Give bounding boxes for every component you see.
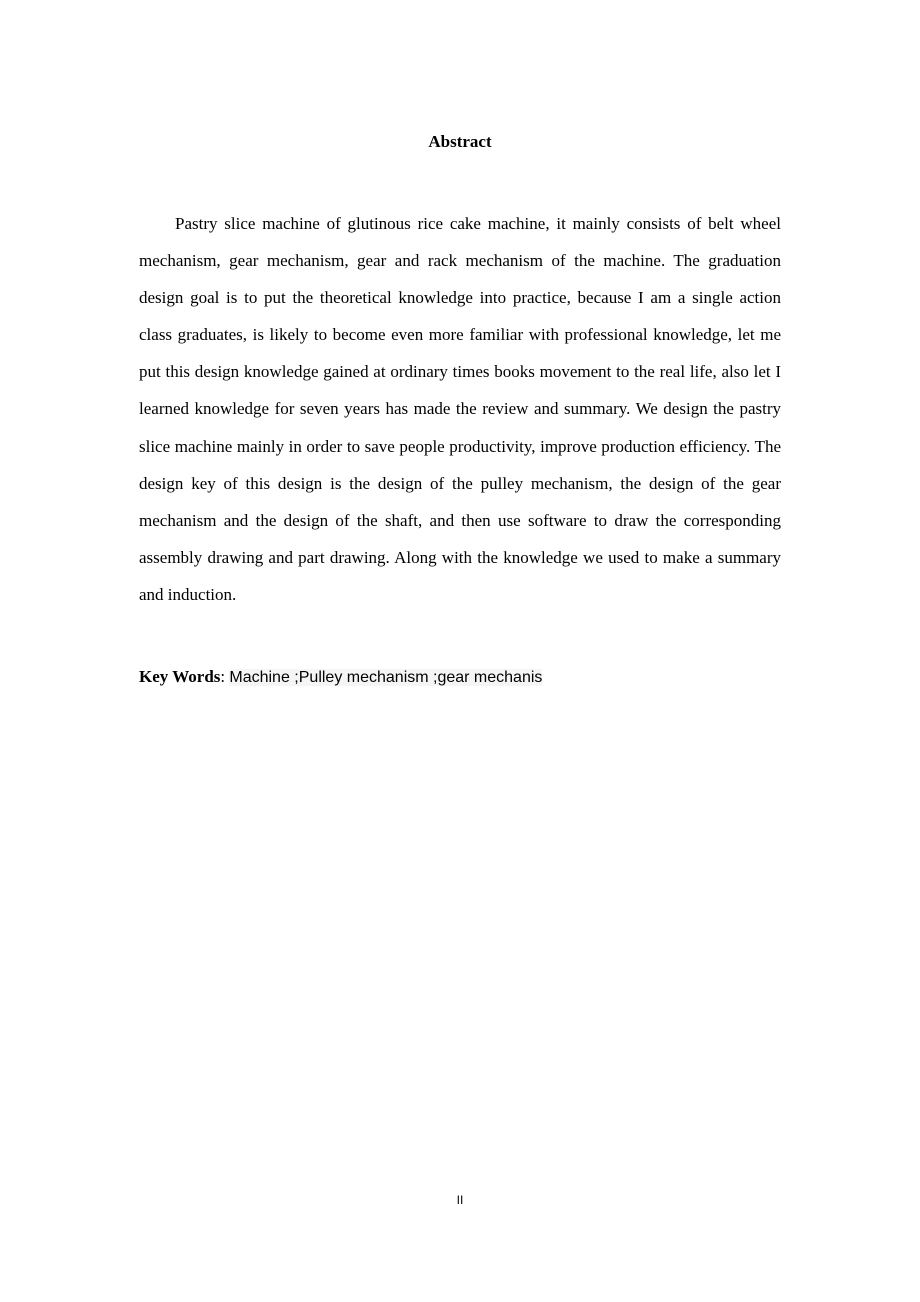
abstract-paragraph: Pastry slice machine of glutinous rice cake machine, it mainly consists of belt wheel mechanism, gear mechanism, gear and rack mechanism of the machine. The graduation design goal is to put the theoretical knowledge into practice, because I am a single action class graduates, is likely to become even more familiar with professional knowledge, let me put this design knowledge gained at ordinary times books movement to the real life, also let I learned knowledge for seven years has made the review and summary. We design the pastry slice machine mainly in order to save people productivity, improve production efficiency. The design key of this design is the design of the pulley mechanism, the design of the gear mechanism and the design of the shaft, and then use software to draw the corresponding assembly drawing and part drawing. Along with the knowledge we used to make a summary and induction. [139,214,781,604]
keywords-label: Key Words [139,667,221,686]
page-number: II [456,1193,464,1207]
keywords-line [139,665,781,690]
keywords-list: Machine ;Pulley mechanism ;gear mechanis [229,669,543,686]
abstract-title: Abstract [428,132,492,151]
keywords-colon: : [220,667,230,686]
